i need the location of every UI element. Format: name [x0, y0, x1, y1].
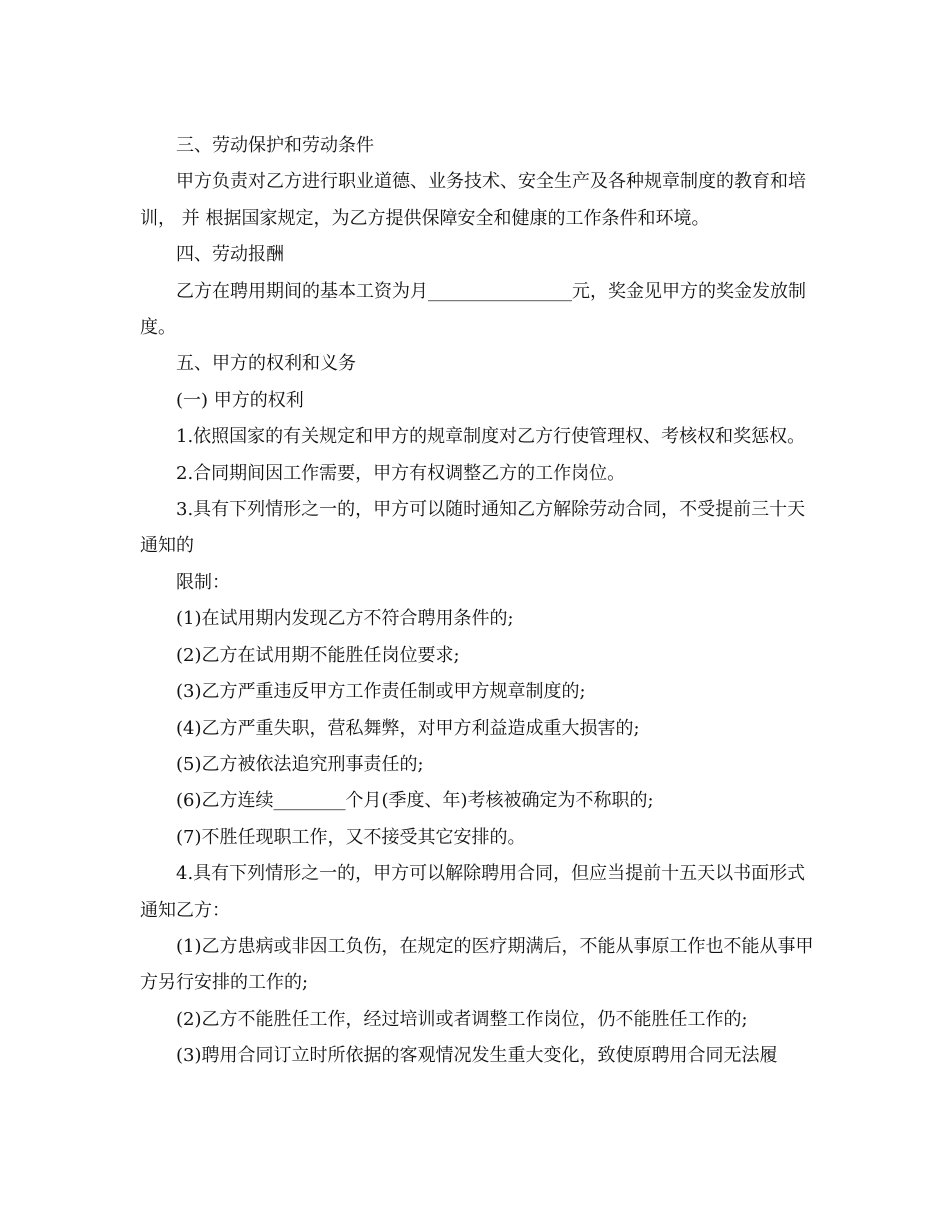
clause-2: 2.合同期间因工作需要，甲方有权调整乙方的工作岗位。: [176, 462, 626, 484]
clause-3-item-7: (7)不胜任现职工作，又不接受其它安排的。: [176, 826, 526, 848]
paragraph-salary: 乙方在聘用期间的基本工资为月________________元，奖金见甲方的奖金发放制度。: [140, 280, 806, 339]
clause-3-item-5: (5)乙方被依法追究刑事责任的;: [176, 753, 424, 775]
subheading-party-a-rights: (一) 甲方的权利: [176, 389, 304, 411]
clause-3-continuation: 限制：: [176, 571, 230, 593]
heading-remuneration: 四、劳动报酬: [176, 244, 284, 266]
clause-3-item-4: (4)乙方严重失职，营私舞弊，对甲方利益造成重大损害的;: [176, 717, 640, 739]
clause-4-item-1: (1)乙方患病或非因工负伤，在规定的医疗期满后，不能从事原工作也不能从事甲方另行安排的工作的;: [140, 935, 814, 994]
clause-4-item-2: (2)乙方不能胜任工作，经过培训或者调整工作岗位，仍不能胜任工作的;: [176, 1008, 748, 1030]
document-body: [140, 128, 820, 1075]
clause-4-item-3: (3)聘用合同订立时所依据的客观情况发生重大变化，致使原聘用合同无法履: [176, 1045, 778, 1067]
clause-3-item-1: (1)在试用期内发现乙方不符合聘用条件的;: [176, 608, 514, 630]
clause-3-item-2: (2)乙方在试用期不能胜任岗位要求;: [176, 644, 460, 666]
heading-party-a-rights-duties: 五、甲方的权利和义务: [176, 353, 356, 375]
clause-1: 1.依照国家的有关规定和甲方的规章制度对乙方行使管理权、考核权和奖惩权。: [176, 426, 806, 448]
clause-3-item-6: (6)乙方连续________个月(季度、年)考核被确定为不称职的;: [176, 790, 654, 812]
paragraph-training: 甲方负责对乙方进行职业道德、业务技术、安全生产及各种规章制度的教育和培训， 并 根据国家规定，为乙方提供保障安全和健康的工作条件和环境。: [140, 171, 806, 229]
clause-4: 4.具有下列情形之一的，甲方可以解除聘用合同，但应当提前十五天以书面形式通知乙方：: [140, 863, 806, 921]
clause-3: 3.具有下列情形之一的，甲方可以随时通知乙方解除劳动合同，不受提前三十天通知的: [140, 499, 806, 557]
clause-3-item-3: (3)乙方严重违反甲方工作责任制或甲方规章制度的;: [176, 681, 586, 703]
heading-labor-protection: 三、劳动保护和劳动条件: [176, 135, 374, 156]
